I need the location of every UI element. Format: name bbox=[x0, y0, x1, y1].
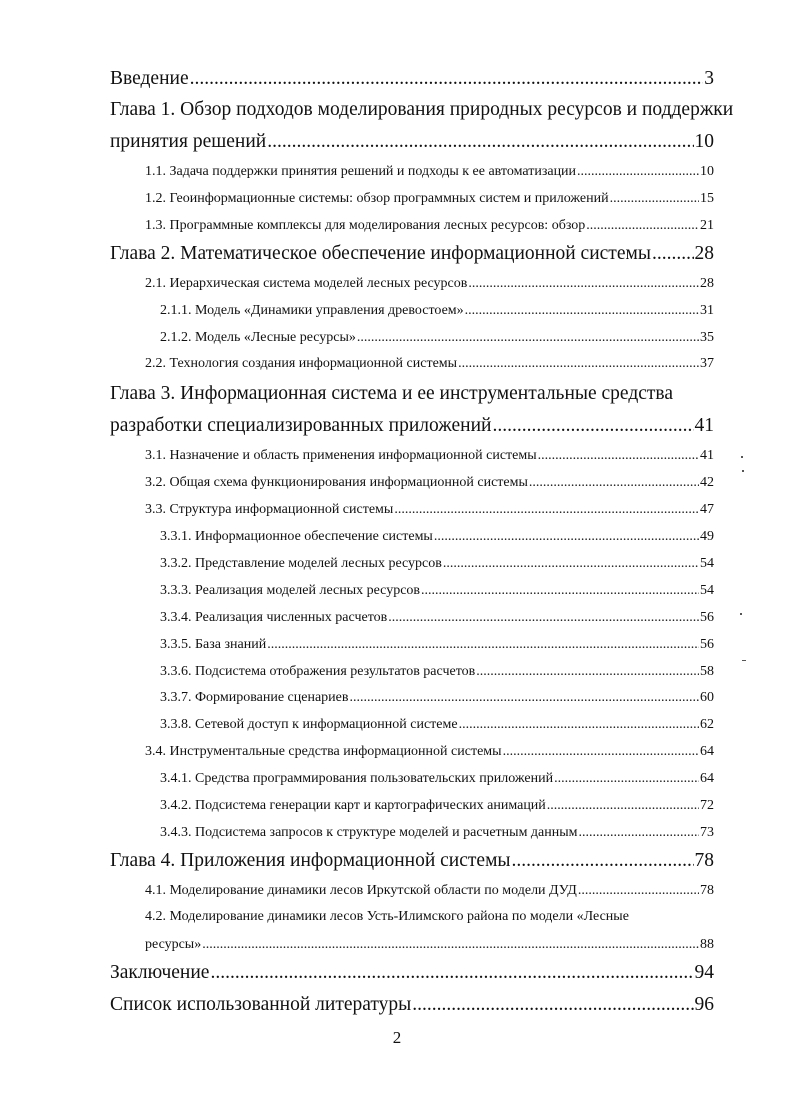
toc-entry: 3.4. Инструментальные средства информационной системы ..... 64 bbox=[145, 744, 714, 760]
toc-entry: 3.3.3. Реализация моделей лесных ресурсов ..... 54 bbox=[160, 583, 714, 599]
toc-entry: Глава 2. Математическое обеспечение информационной системы ..... 28 bbox=[110, 243, 714, 265]
toc-entry: 1.3. Программные комплексы для моделирования лесных ресурсов: обзор ..... 21 bbox=[145, 218, 714, 234]
toc-entry: разработки специализированных приложений ..... 41 bbox=[110, 415, 714, 437]
toc-entry: 2.1.2. Модель «Лесные ресурсы» ..... 35 bbox=[160, 330, 714, 346]
toc-entry: принятия решений ..... 10 bbox=[110, 131, 714, 153]
toc-entry: 3.4.1. Средства программирования пользовательских приложений ..... 64 bbox=[160, 771, 714, 787]
toc-entry: 3.3.7. Формирование сценариев ..... 60 bbox=[160, 690, 714, 706]
scan-speck bbox=[742, 470, 744, 472]
toc-entry: 3.3.6. Подсистема отображения результатов расчетов ..... 58 bbox=[160, 664, 714, 680]
toc-entry: 4.1. Моделирование динамики лесов Иркутской области по модели ДУД ..... 78 bbox=[145, 883, 714, 899]
toc-entry: ресурсы» ..... 88 bbox=[145, 937, 714, 953]
toc-entry: 3.1. Назначение и область применения информационной системы ..... 41 bbox=[145, 448, 714, 464]
scan-speck bbox=[740, 613, 742, 615]
toc-entry: 1.1. Задача поддержки принятия решений и подходы к ее автоматизации ..... 10 bbox=[145, 164, 714, 180]
toc-entry: 2.1. Иерархическая система моделей лесных ресурсов ..... 28 bbox=[145, 276, 714, 292]
toc-entry: 2.1.1. Модель «Динамики управления древостоем» ..... 31 bbox=[160, 303, 714, 319]
scan-speck bbox=[742, 660, 746, 661]
toc-entry: 3.3.1. Информационное обеспечение системы ..... 49 bbox=[160, 529, 714, 545]
toc-entry: 3.4.3. Подсистема запросов к структуре моделей и расчетным данным ..... 73 bbox=[160, 825, 714, 841]
toc-entry: 1.2. Геоинформационные системы: обзор программных систем и приложений ..... 15 bbox=[145, 191, 714, 207]
toc-entry-title: Глава 1. Обзор подходов моделирования природных ресурсов и поддержки bbox=[110, 99, 734, 120]
page-number: 2 bbox=[392, 1028, 402, 1047]
toc-entry: 2.2. Технология создания информационной системы ..... 37 bbox=[145, 356, 714, 372]
toc-entry: 3.4.2. Подсистема генерации карт и картографических анимаций ..... 72 bbox=[160, 798, 714, 814]
toc-entry: Заключение ..... 94 bbox=[110, 962, 714, 984]
scan-speck bbox=[741, 456, 743, 458]
toc-entry: 3.3.5. База знаний ..... 56 bbox=[160, 637, 714, 653]
toc-entry: 3.3.2. Представление моделей лесных ресурсов ..... 54 bbox=[160, 556, 714, 572]
toc-entry-title: Глава 3. Информационная система и ее инструментальные средства bbox=[110, 383, 674, 404]
toc-entry: 3.3.4. Реализация численных расчетов ..... 56 bbox=[160, 610, 714, 626]
toc-entry: Список использованной литературы ..... 96 bbox=[110, 994, 714, 1016]
toc-entry: 3.3.8. Сетевой доступ к информационной системе ..... 62 bbox=[160, 717, 714, 733]
toc-entry: Введение ..... 3 bbox=[110, 68, 714, 90]
toc-entry: 3.2. Общая схема функционирования информационной системы ..... 42 bbox=[145, 475, 714, 491]
toc-entry-title: 4.2. Моделирование динамики лесов Усть-Илимского района по модели «Лесные bbox=[145, 909, 629, 924]
toc-entry: 3.3. Структура информационной системы ..... 47 bbox=[145, 502, 714, 518]
toc-entry: Глава 4. Приложения информационной системы ..... 78 bbox=[110, 850, 714, 872]
